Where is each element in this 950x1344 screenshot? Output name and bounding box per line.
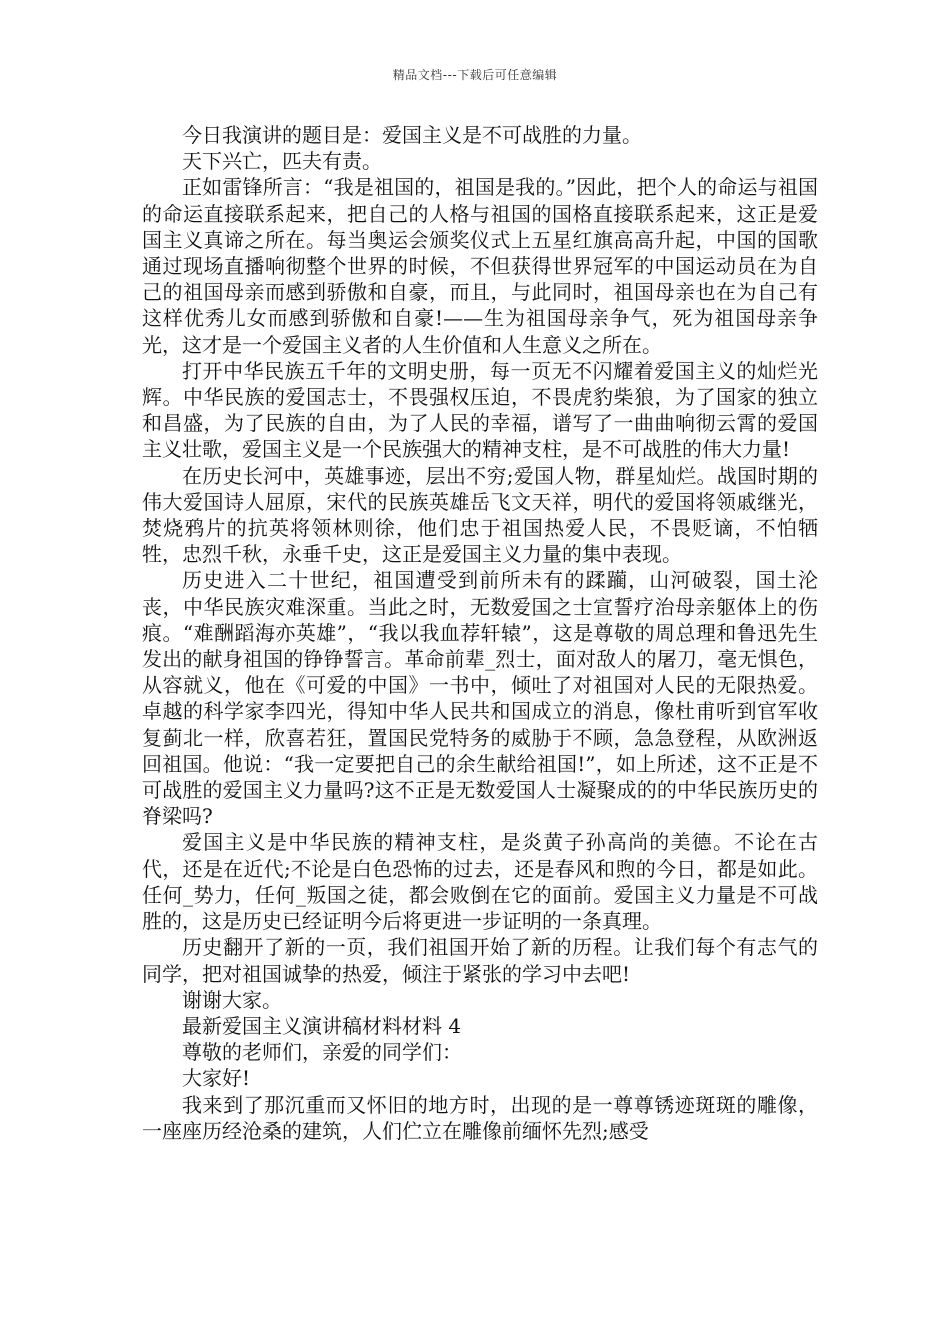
paragraph: 历史进入二十世纪，祖国遭受到前所未有的蹂躏，山河破裂，国土沦丧，中华民族灾难深重。当此之时，无数爱国之士宣誓疗治母亲躯体上的伤痕。“难酬蹈海亦英雄”，“我以我血荐轩辕”，这是尊敬的周总理和鲁迅先生发出的献身祖国的铮铮誓言。革命前辈_烈士，面对敌人的屠刀，毫无惧色，从容就义，他在《可爱的中国》一书中，倾吐了对祖国对人民的无限热爱。卓越的科学家李四光，得知中华人民共和国成立的消息，像杜甫听到官军收复蓟北一样，欣喜若狂，置国民党特务的威胁于不顾，急急登程，从欧洲返回祖国。他说：“我一定要把自己的余生献给祖国!”，如上所述，这不正是不可战胜的爱国主义力量吗?这不正是无数爱国人士凝聚成的的中华民族历史的脊梁吗?: [142, 568, 818, 829]
paragraph: 天下兴亡，匹夫有责。: [182, 149, 382, 174]
paragraph: 打开中华民族五千年的文明史册，每一页无不闪耀着爱国主义的灿烂光辉。中华民族的爱国志士，不畏强权压迫，不畏虎豹柴狼，为了国家的独立和昌盛，为了民族的自由，为了人民的幸福，谱写了一曲曲响彻云霄的爱国主义壮歌，爱国主义是一个民族强大的精神支柱，是不可战胜的伟大力量!: [142, 358, 818, 462]
paragraph: 我来到了那沉重而又怀旧的地方时，出现的是一尊尊锈迹斑斑的雕像，一座座历经沧桑的建筑，人们伫立在雕像前缅怀先烈;感受: [142, 1092, 818, 1143]
paragraph: 爱国主义是中华民族的精神支柱，是炎黄子孙高尚的美德。不论在古代，还是在近代;不论是白色恐怖的过去，还是春风和煦的今日，都是如此。任何_势力，任何_叛国之徒，都会败倒在它的面前。爱国主义力量是不可战胜的，这是历史已经证明今后将更进一步证明的一条真理。: [142, 830, 818, 934]
section-heading: 最新爱国主义演讲稿材料材料 4: [182, 1013, 462, 1038]
paragraph: 正如雷锋所言：“我是祖国的，祖国是我的。”因此，把个人的命运与祖国的命运直接联系起来，把自己的人格与祖国的国格直接联系起来，这正是爱国主义真谛之所在。每当奥运会颁奖仪式上五星红旗高高升起，中国的国歌通过现场直播响彻整个世界的时候，不但获得世界冠军的中国运动员在为自己的祖国母亲而感到骄傲和自豪，而且，与此同时，祖国母亲也在为自己有这样优秀儿女而感到骄傲和自豪!——生为祖国母亲争气，死为祖国母亲争光，这才是一个爱国主义者的人生价值和人生意义之所在。: [142, 175, 818, 357]
greeting: 大家好!: [182, 1066, 251, 1091]
page-header: 精品文档---下载后可任意编辑: [392, 68, 558, 82]
paragraph: 历史翻开了新的一页，我们祖国开始了新的历程。让我们每个有志气的同学，把对祖国诚挚的热爱，倾注于紧张的学习中去吧!: [142, 935, 818, 986]
paragraph: 今日我演讲的题目是：爱国主义是不可战胜的力量。: [182, 123, 642, 147]
salutation: 尊敬的老师们，亲爱的同学们：: [182, 1040, 462, 1065]
paragraph: 谢谢大家。: [182, 987, 282, 1012]
document-body: [142, 122, 818, 1144]
paragraph: 在历史长河中，英雄事迹，层出不穷;爱国人物，群星灿烂。战国时期的伟大爱国诗人屈原，宋代的民族英雄岳飞文天祥，明代的爱国将领戚继光，焚烧鸦片的抗英将领林则徐，他们忠于祖国热爱人民，不畏贬谪，不怕牺牲，忠烈千秋，永垂千史，这正是爱国主义力量的集中表现。: [142, 463, 818, 567]
